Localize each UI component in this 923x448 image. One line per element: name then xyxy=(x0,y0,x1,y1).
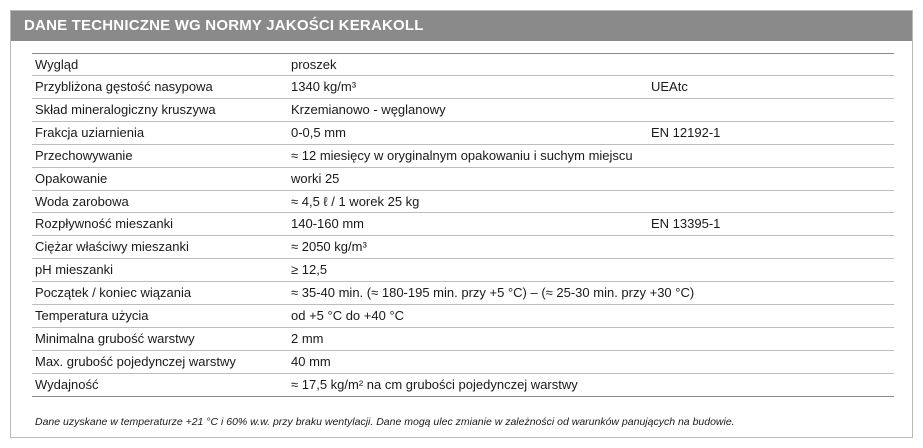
row-value: 0-0,5 mm xyxy=(291,124,346,140)
row-label: Opakowanie xyxy=(35,170,108,186)
row-value: ≈ 12 miesięcy w oryginalnym opakowaniu i suchym miejscu xyxy=(291,147,633,163)
row-value: 1340 kg/m³ xyxy=(291,78,357,94)
table-row xyxy=(32,213,894,236)
footnote: Dane uzyskane w temperaturze +21 °C i 60% w.w. przy braku wentylacji. Dane mogą ulec zmianie w zależności od warunków panujących na budowie. xyxy=(35,416,735,428)
row-label: Skład mineralogiczny kruszywa xyxy=(35,101,216,117)
table-row xyxy=(32,122,894,145)
row-value: ≈ 17,5 kg/m² na cm grubości pojedynczej warstwy xyxy=(291,376,578,392)
row-value: 40 mm xyxy=(291,353,331,369)
technical-data-table xyxy=(32,53,894,397)
row-label: Woda zarobowa xyxy=(35,193,129,209)
table-row xyxy=(32,191,894,214)
row-value: 140-160 mm xyxy=(291,216,364,232)
panel-header: DANE TECHNICZNE WG NORMY JAKOŚCI KERAKOLL xyxy=(11,11,912,41)
table-row xyxy=(32,53,894,76)
row-label: Temperatura użycia xyxy=(35,308,149,324)
row-label: Początek / koniec wiązania xyxy=(35,285,192,301)
row-value: ≈ 35-40 min. (≈ 180-195 min. przy +5 °C) – (≈ 25-30 min. przy +30 °C) xyxy=(291,285,695,301)
table-row xyxy=(32,282,894,305)
table-row xyxy=(32,76,894,99)
table-row xyxy=(32,328,894,351)
row-label: pH mieszanki xyxy=(35,262,114,278)
row-label: Frakcja uziarnienia xyxy=(35,124,145,140)
row-label: Minimalna grubość warstwy xyxy=(35,331,195,347)
table-row xyxy=(32,374,894,397)
row-value: ≈ 2050 kg/m³ xyxy=(291,239,367,255)
row-label: Wygląd xyxy=(35,57,79,72)
row-value: worki 25 xyxy=(291,170,340,186)
row-value: Krzemianowo - węglanowy xyxy=(291,101,446,117)
table-row xyxy=(32,259,894,282)
table-row xyxy=(32,236,894,259)
row-label: Przybliżona gęstość nasypowa xyxy=(35,78,213,94)
row-label: Przechowywanie xyxy=(35,147,133,163)
technical-data-panel xyxy=(10,10,913,438)
row-label: Wydajność xyxy=(35,376,99,392)
table-row xyxy=(32,145,894,168)
row-value: od +5 °C do +40 °C xyxy=(291,308,405,324)
row-norm: EN 12192-1 xyxy=(651,124,721,140)
row-norm: UEAtc xyxy=(651,78,688,94)
row-label: Rozpływność mieszanki xyxy=(35,216,173,232)
row-label: Max. grubość pojedynczej warstwy xyxy=(35,353,236,369)
row-value: ≈ 4,5 ℓ / 1 worek 25 kg xyxy=(291,193,420,209)
row-value: 2 mm xyxy=(291,331,324,347)
row-label: Ciężar właściwy mieszanki xyxy=(35,239,189,255)
table-row xyxy=(32,351,894,374)
row-value: proszek xyxy=(291,57,337,72)
table-row xyxy=(32,168,894,191)
row-value: ≥ 12,5 xyxy=(291,262,328,278)
table-row xyxy=(32,305,894,328)
table-row xyxy=(32,99,894,122)
row-norm: EN 13395-1 xyxy=(651,216,721,232)
